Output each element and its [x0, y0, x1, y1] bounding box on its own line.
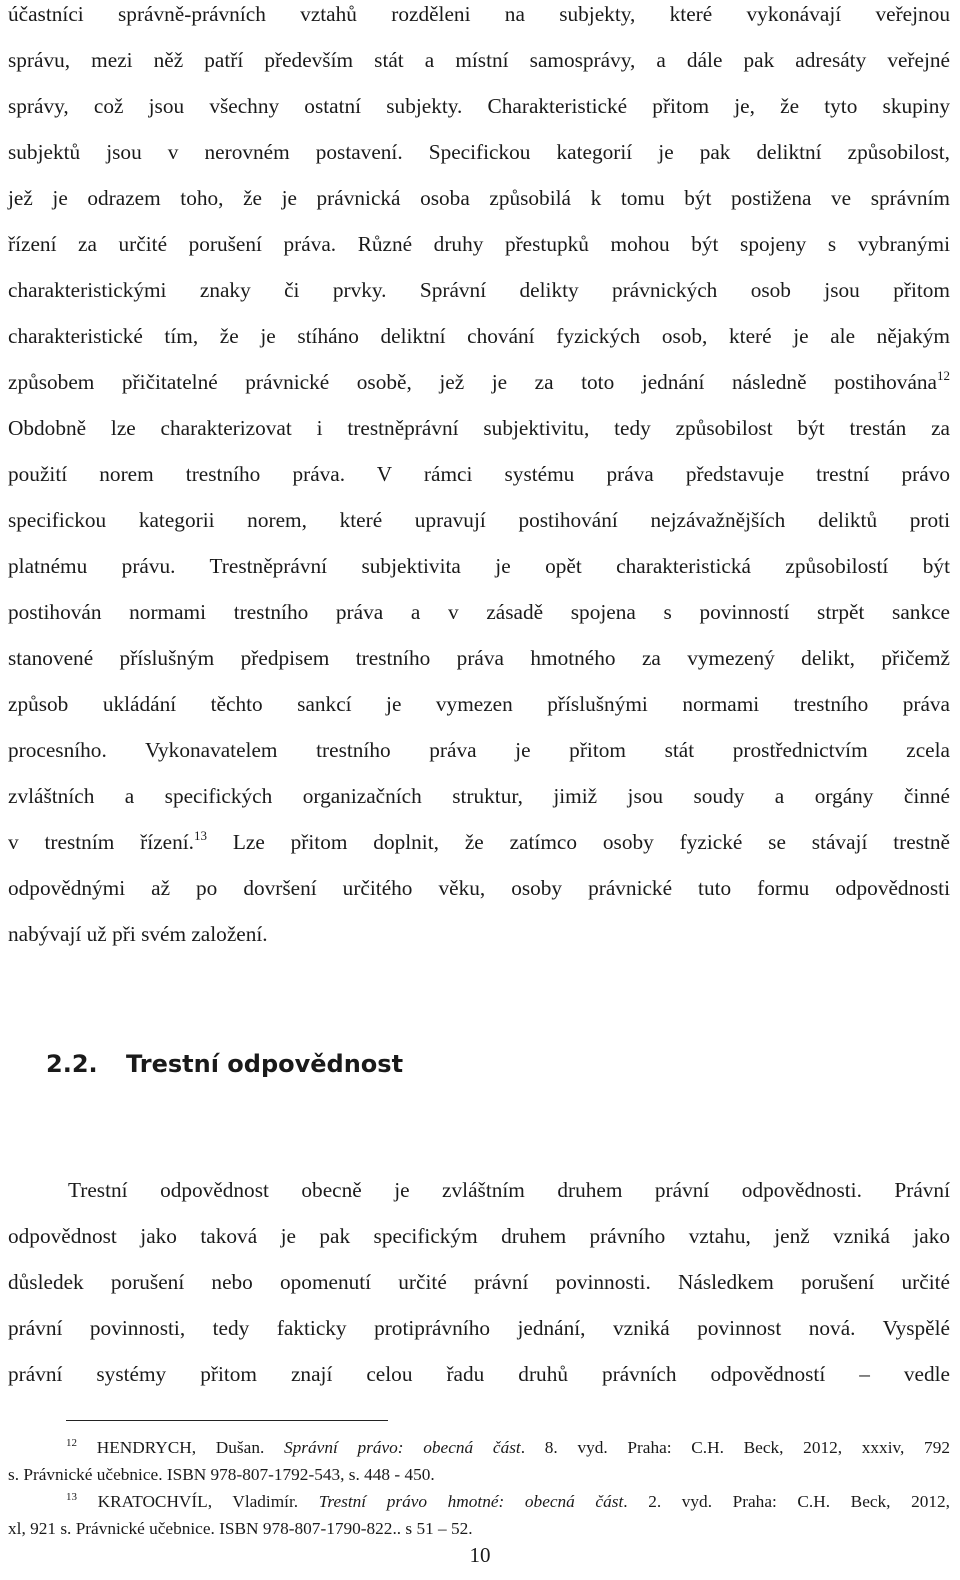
- page-number: 10: [469, 1543, 491, 1567]
- text-line: účastníci správně-právních vztahů rozděleni na subjekty, které vykonávají veřejnou: [8, 2, 950, 26]
- footnote-13-line-2: xl, 921 s. Právnické učebnice. ISBN 978-807-1790-822.. s 51 – 52.: [8, 1519, 473, 1538]
- text-line: charakteristickými znaky či prvky. Správní delikty právnických osob jsou přitom: [8, 278, 950, 302]
- text-line: řízení za určité porušení práva. Různé druhy přestupků mohou být spojeny s vybranými: [8, 232, 950, 256]
- section-number: 2.2.: [46, 1050, 98, 1078]
- text-segment: v trestním řízení.: [8, 830, 194, 854]
- section-title: Trestní odpovědnost: [126, 1050, 404, 1078]
- footnote-number: 12: [66, 1437, 77, 1449]
- text-line: použití norem trestního práva. V rámci systému práva představuje trestní právo: [8, 462, 950, 486]
- text-line: důsledek porušení nebo opomenutí určité právní povinnosti. Následkem porušení určité: [8, 1270, 950, 1294]
- text-line: subjektů jsou v nerovném postavení. Specifickou kategorií je pak deliktní způsobilost,: [8, 140, 950, 164]
- footnote-reference-12[interactable]: 12: [937, 368, 950, 383]
- footnote-author: KRATOCHVÍL, Vladimír.: [97, 1492, 299, 1511]
- text-line: správu, mezi něž patří především stát a místní samosprávy, a dále pak adresáty veřejné: [8, 48, 950, 72]
- paragraph-2: [8, 1167, 950, 1397]
- text-line: charakteristické tím, že je stíháno deliktní chování fyzických osob, které je ale nějakým: [8, 324, 950, 348]
- text-line: zvláštních a specifických organizačních struktur, jimiž jsou soudy a orgány činné: [8, 784, 950, 808]
- footnote-details: . 8. vyd. Praha: C.H. Beck, 2012, xxxiv, 792: [520, 1438, 950, 1457]
- text-segment: způsobem přičitatelné právnické osobě, jež je za toto jednání následně postihována: [8, 370, 937, 394]
- footnote-title: Správní právo: obecná část: [284, 1438, 521, 1457]
- footnote-author: HENDRYCH, Dušan.: [96, 1438, 265, 1457]
- footnote-details: . 2. vyd. Praha: C.H. Beck, 2012,: [623, 1492, 950, 1511]
- text-line: jež je odrazem toho, že je právnická osoba způsobilá k tomu být postižena ve správním: [8, 186, 950, 210]
- text-line: správy, což jsou všechny ostatní subjekty. Charakteristické přitom je, že tyto skupiny: [8, 94, 950, 118]
- text-line: odpovědnými až po dovršení určitého věku, osoby právnické tuto formu odpovědnosti: [8, 876, 950, 900]
- text-segment: Lze přitom doplnit, že zatímco osoby fyzické se stávají trestně: [232, 830, 950, 854]
- section-heading: [46, 1050, 403, 1078]
- text-line: způsob ukládání těchto sankcí je vymezen příslušnými normami trestního práva: [8, 692, 950, 716]
- footnote-13-line-1: [8, 1488, 950, 1515]
- text-line: právní systémy přitom znají celou řadu druhů právních odpovědností – vedle: [8, 1362, 950, 1386]
- footnote-12-line-1: [8, 1434, 950, 1461]
- footnote-title: Trestní právo hmotné: obecná část: [318, 1492, 624, 1511]
- text-line: postihován normami trestního práva a v zásadě spojena s povinností strpět sankce: [8, 600, 950, 624]
- text-line: Trestní odpovědnost obecně je zvláštním druhem právní odpovědnosti. Právní: [68, 1178, 950, 1202]
- text-line: odpovědnost jako taková je pak specifickým druhem právního vztahu, jenž vzniká jako: [8, 1224, 950, 1248]
- footnote-12-line-2: s. Právnické učebnice. ISBN 978-807-1792-543, s. 448 - 450.: [8, 1465, 435, 1484]
- text-line: nabývají už při svém založení.: [8, 922, 268, 946]
- paragraph-1: [8, 0, 950, 957]
- text-line: [8, 359, 950, 405]
- footnote-separator: [66, 1420, 388, 1421]
- text-line: specifickou kategorii norem, které upravují postihování nejzávažnějších deliktů proti: [8, 508, 950, 532]
- footnote-number: 13: [66, 1491, 77, 1503]
- footnotes: [8, 1434, 950, 1542]
- text-line: právní povinnosti, tedy fakticky protiprávního jednání, vzniká povinnost nová. Vyspělé: [8, 1316, 950, 1340]
- text-line: [8, 819, 950, 865]
- text-line: Obdobně lze charakterizovat i trestněprávní subjektivitu, tedy způsobilost být trestán za: [8, 416, 950, 440]
- text-line: procesního. Vykonavatelem trestního práva je přitom stát prostřednictvím zcela: [8, 738, 950, 762]
- footnote-reference-13[interactable]: 13: [193, 828, 207, 843]
- text-line: platnému právu. Trestněprávní subjektivita je opět charakteristická způsobilostí být: [8, 554, 950, 578]
- text-line: stanovené příslušným předpisem trestního práva hmotného za vymezený delikt, přičemž: [8, 646, 950, 670]
